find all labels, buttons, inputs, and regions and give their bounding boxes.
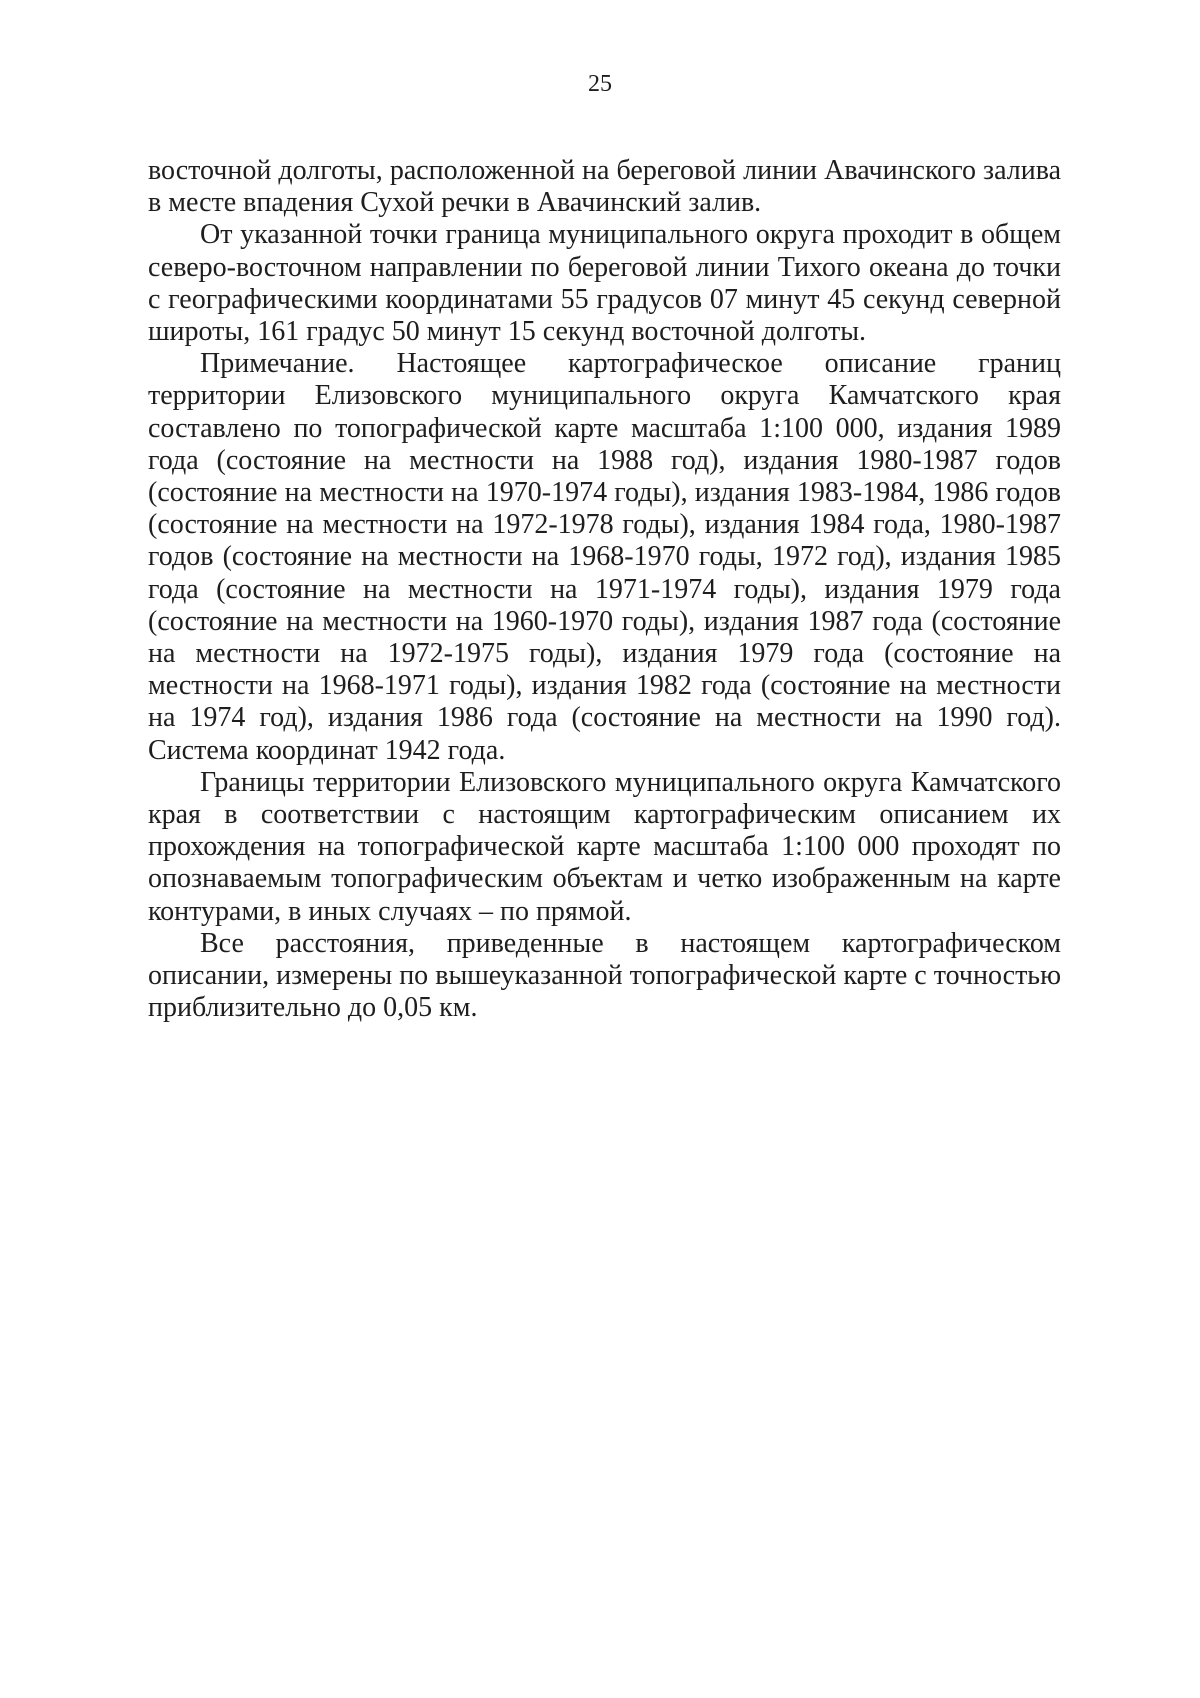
page-number: 25 — [588, 71, 612, 97]
paragraph-distances: Все расстояния, приведенные в настоящем картографическом описании, измерены по вышеуказанной топографической карте с точностью приблизительно до 0,05 км. — [148, 927, 1061, 1024]
paragraph-boundary-route: От указанной точки граница муниципального округа проходит в общем северо-восточном направлении по береговой линии Тихого океана до точки с географическими координатами 55 градусов 07 минут 45 секунд северной широты, 161 градус 50 минут 15 секунд восточной долготы. — [148, 219, 1061, 348]
document-body — [148, 155, 1061, 1024]
paragraph-note: Примечание. Настоящее картографическое описание границ территории Елизовского муниципального округа Камчатского края составлено по топографической карте масштаба 1:100 000, издания 1989 года (состояние на местности на 1988 год), издания 1980-1987 годов (состояние на местности на 1970-1974 годы), издания 1983-1984, 1986 годов (состояние на местности на 1972-1978 годы), издания 1984 года, 1980-1987 годов (состояние на местности на 1968-1970 годы, 1972 год), издания 1985 года (состояние на местности на 1971-1974 годы), издания 1979 года (состояние на местности на 1960-1970 годы), издания 1987 года (состояние на местности на 1972-1975 годы), издания 1979 года (состояние на местности на 1968-1971 годы), издания 1982 года (состояние на местности на 1974 год), издания 1986 года (состояние на местности на 1990 год). Система координат 1942 года. — [148, 348, 1061, 766]
paragraph-boundaries: Границы территории Елизовского муниципального округа Камчатского края в соответствии с настоящим картографическим описанием их прохождения на топографической карте масштаба 1:100 000 проходят по опознаваемым топографическим объектам и четко изображенным на карте контурами, в иных случаях – по прямой. — [148, 766, 1061, 927]
paragraph-continuation: восточной долготы, расположенной на береговой линии Авачинского залива в месте впадения Сухой речки в Авачинский залив. — [148, 155, 1061, 219]
